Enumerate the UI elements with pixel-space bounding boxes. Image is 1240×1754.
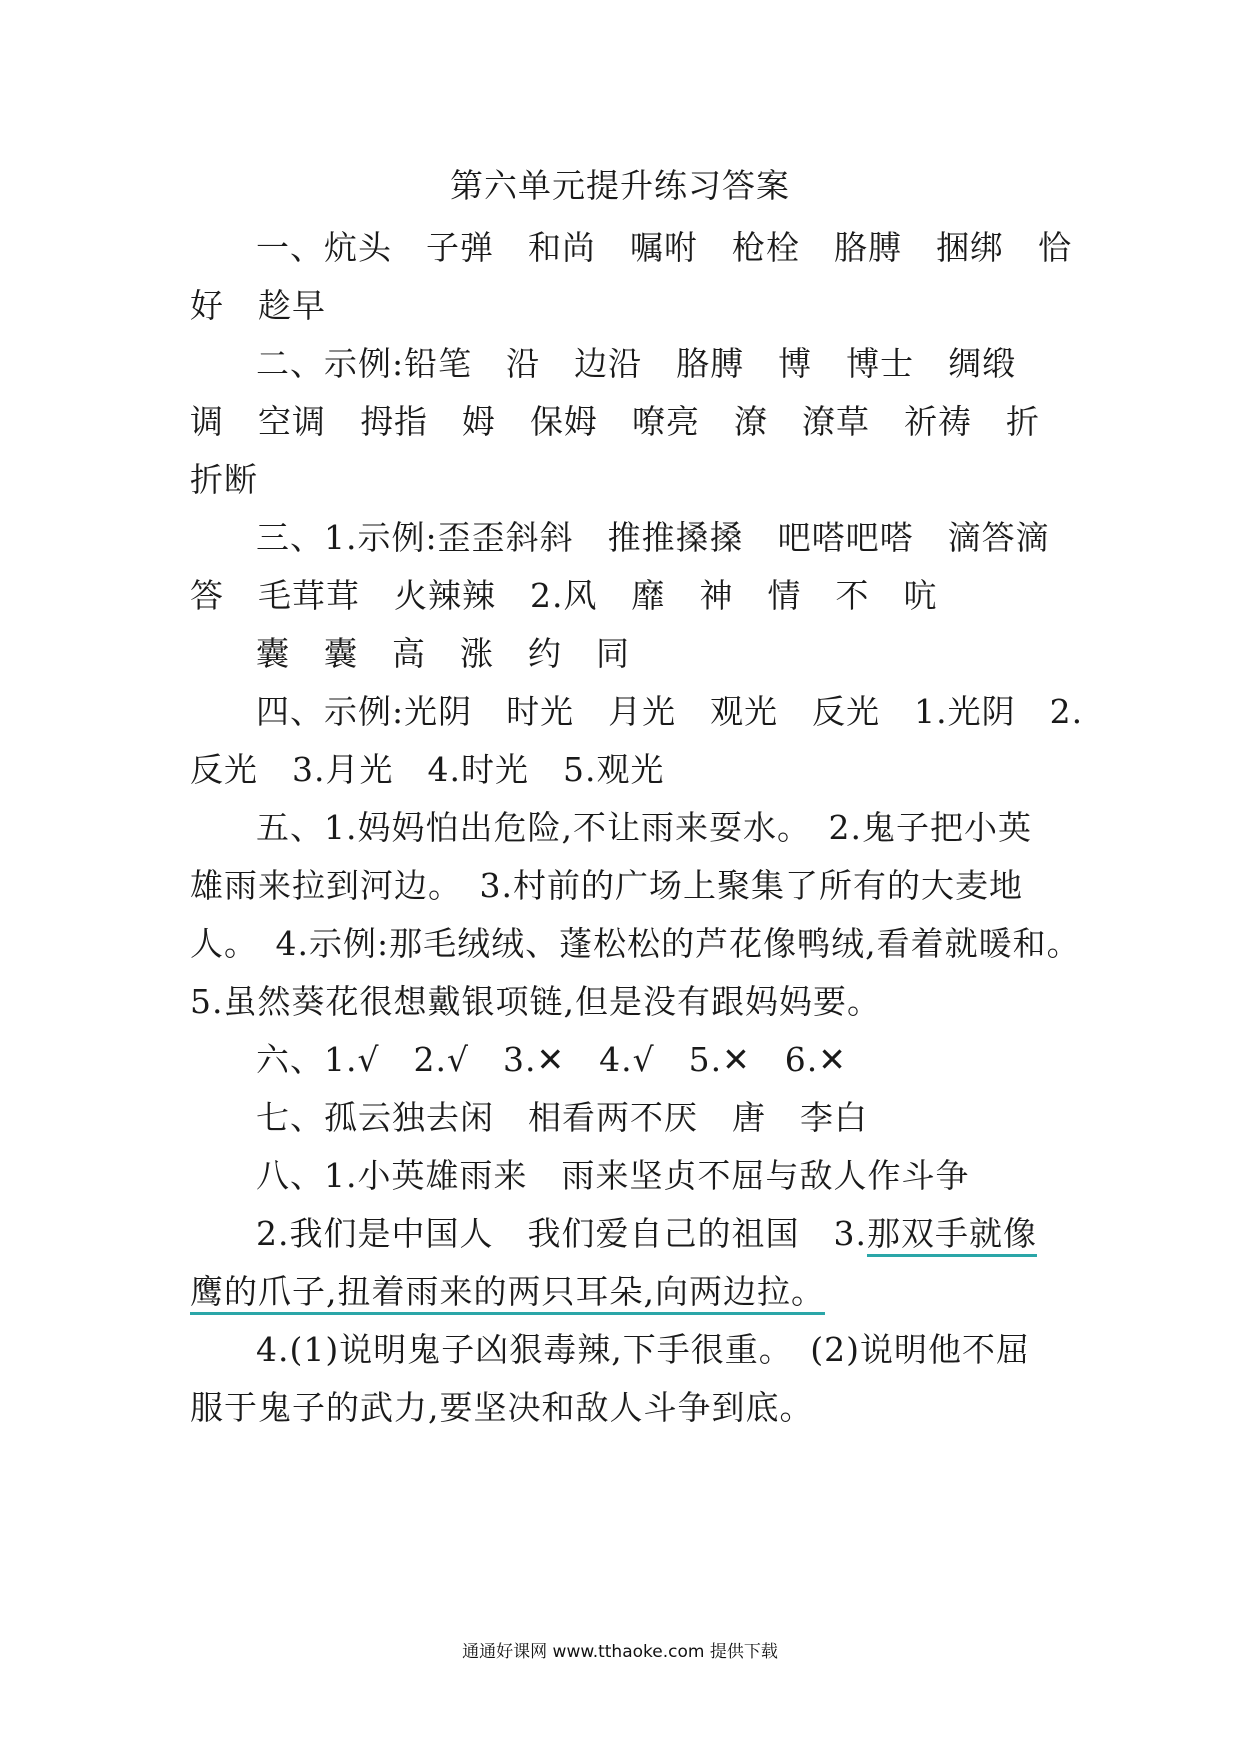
answer-line-5-cont2: 人。 4.示例:那毛绒绒、蓬松松的芦花像鸭绒,看着就暖和。 <box>190 924 1081 963</box>
answer-line-8-cont3: 4.(1)说明鬼子凶狠毒辣,下手很重。 (2)说明他不屈 <box>256 1330 1030 1369</box>
answer-line-2: 二、示例:铅笔 沿 边沿 胳膊 博 博士 绸缎 <box>256 344 1017 383</box>
answer-line-1: 一、炕头 子弹 和尚 嘱咐 枪栓 胳膊 捆绑 恰 <box>256 228 1072 267</box>
answer-line-8-cont2 <box>190 1266 825 1313</box>
answer-line-8-cont-text: 2.我们是中国人 我们爱自己的祖国 3. <box>256 1214 867 1253</box>
underlined-sentence-part2: 鹰的爪子,扭着雨来的两只耳朵,向两边拉。 <box>190 1272 825 1311</box>
answer-line-8: 八、1.小英雄雨来 雨来坚贞不屈与敌人作斗争 <box>256 1156 970 1195</box>
answer-line-7: 七、孤云独去闲 相看两不厌 唐 李白 <box>256 1098 868 1137</box>
answer-line-1-cont: 好 趁早 <box>190 286 326 325</box>
answer-line-3: 三、1.示例:歪歪斜斜 推推搡搡 吧嗒吧嗒 滴答滴 <box>256 518 1050 557</box>
answer-line-3-cont2: 囊 囊 高 涨 约 同 <box>256 634 630 673</box>
answer-line-4-cont: 反光 3.月光 4.时光 5.观光 <box>190 750 665 789</box>
footer-source: 通通好课网 www.tthaoke.com 提供下载 <box>462 1642 778 1662</box>
page-title: 第六单元提升练习答案 <box>450 166 790 205</box>
answer-line-5-cont3: 5.虽然葵花很想戴银项链,但是没有跟妈妈要。 <box>190 982 881 1021</box>
answer-line-2-cont2: 折断 <box>190 460 258 499</box>
answer-line-4: 四、示例:光阴 时光 月光 观光 反光 1.光阴 2. <box>256 692 1084 731</box>
answer-line-2-cont: 调 空调 拇指 姆 保姆 嘹亮 潦 潦草 祈祷 折 <box>190 402 1040 441</box>
answer-line-3-cont: 答 毛茸茸 火辣辣 2.风 靡 神 情 不 吭 <box>190 576 938 615</box>
answer-line-6: 六、1.√ 2.√ 3.✕ 4.√ 5.✕ 6.✕ <box>256 1040 847 1079</box>
answer-line-5-cont: 雄雨来拉到河边。 3.村前的广场上聚集了所有的大麦地 <box>190 866 1023 905</box>
underlined-sentence-part1: 那双手就像 <box>866 1214 1037 1253</box>
answer-line-8-cont <box>256 1208 1037 1255</box>
answer-line-5: 五、1.妈妈怕出危险,不让雨来耍水。 2.鬼子把小英 <box>256 808 1032 847</box>
answer-line-8-cont4: 服于鬼子的武力,要坚决和敌人斗争到底。 <box>190 1388 814 1427</box>
